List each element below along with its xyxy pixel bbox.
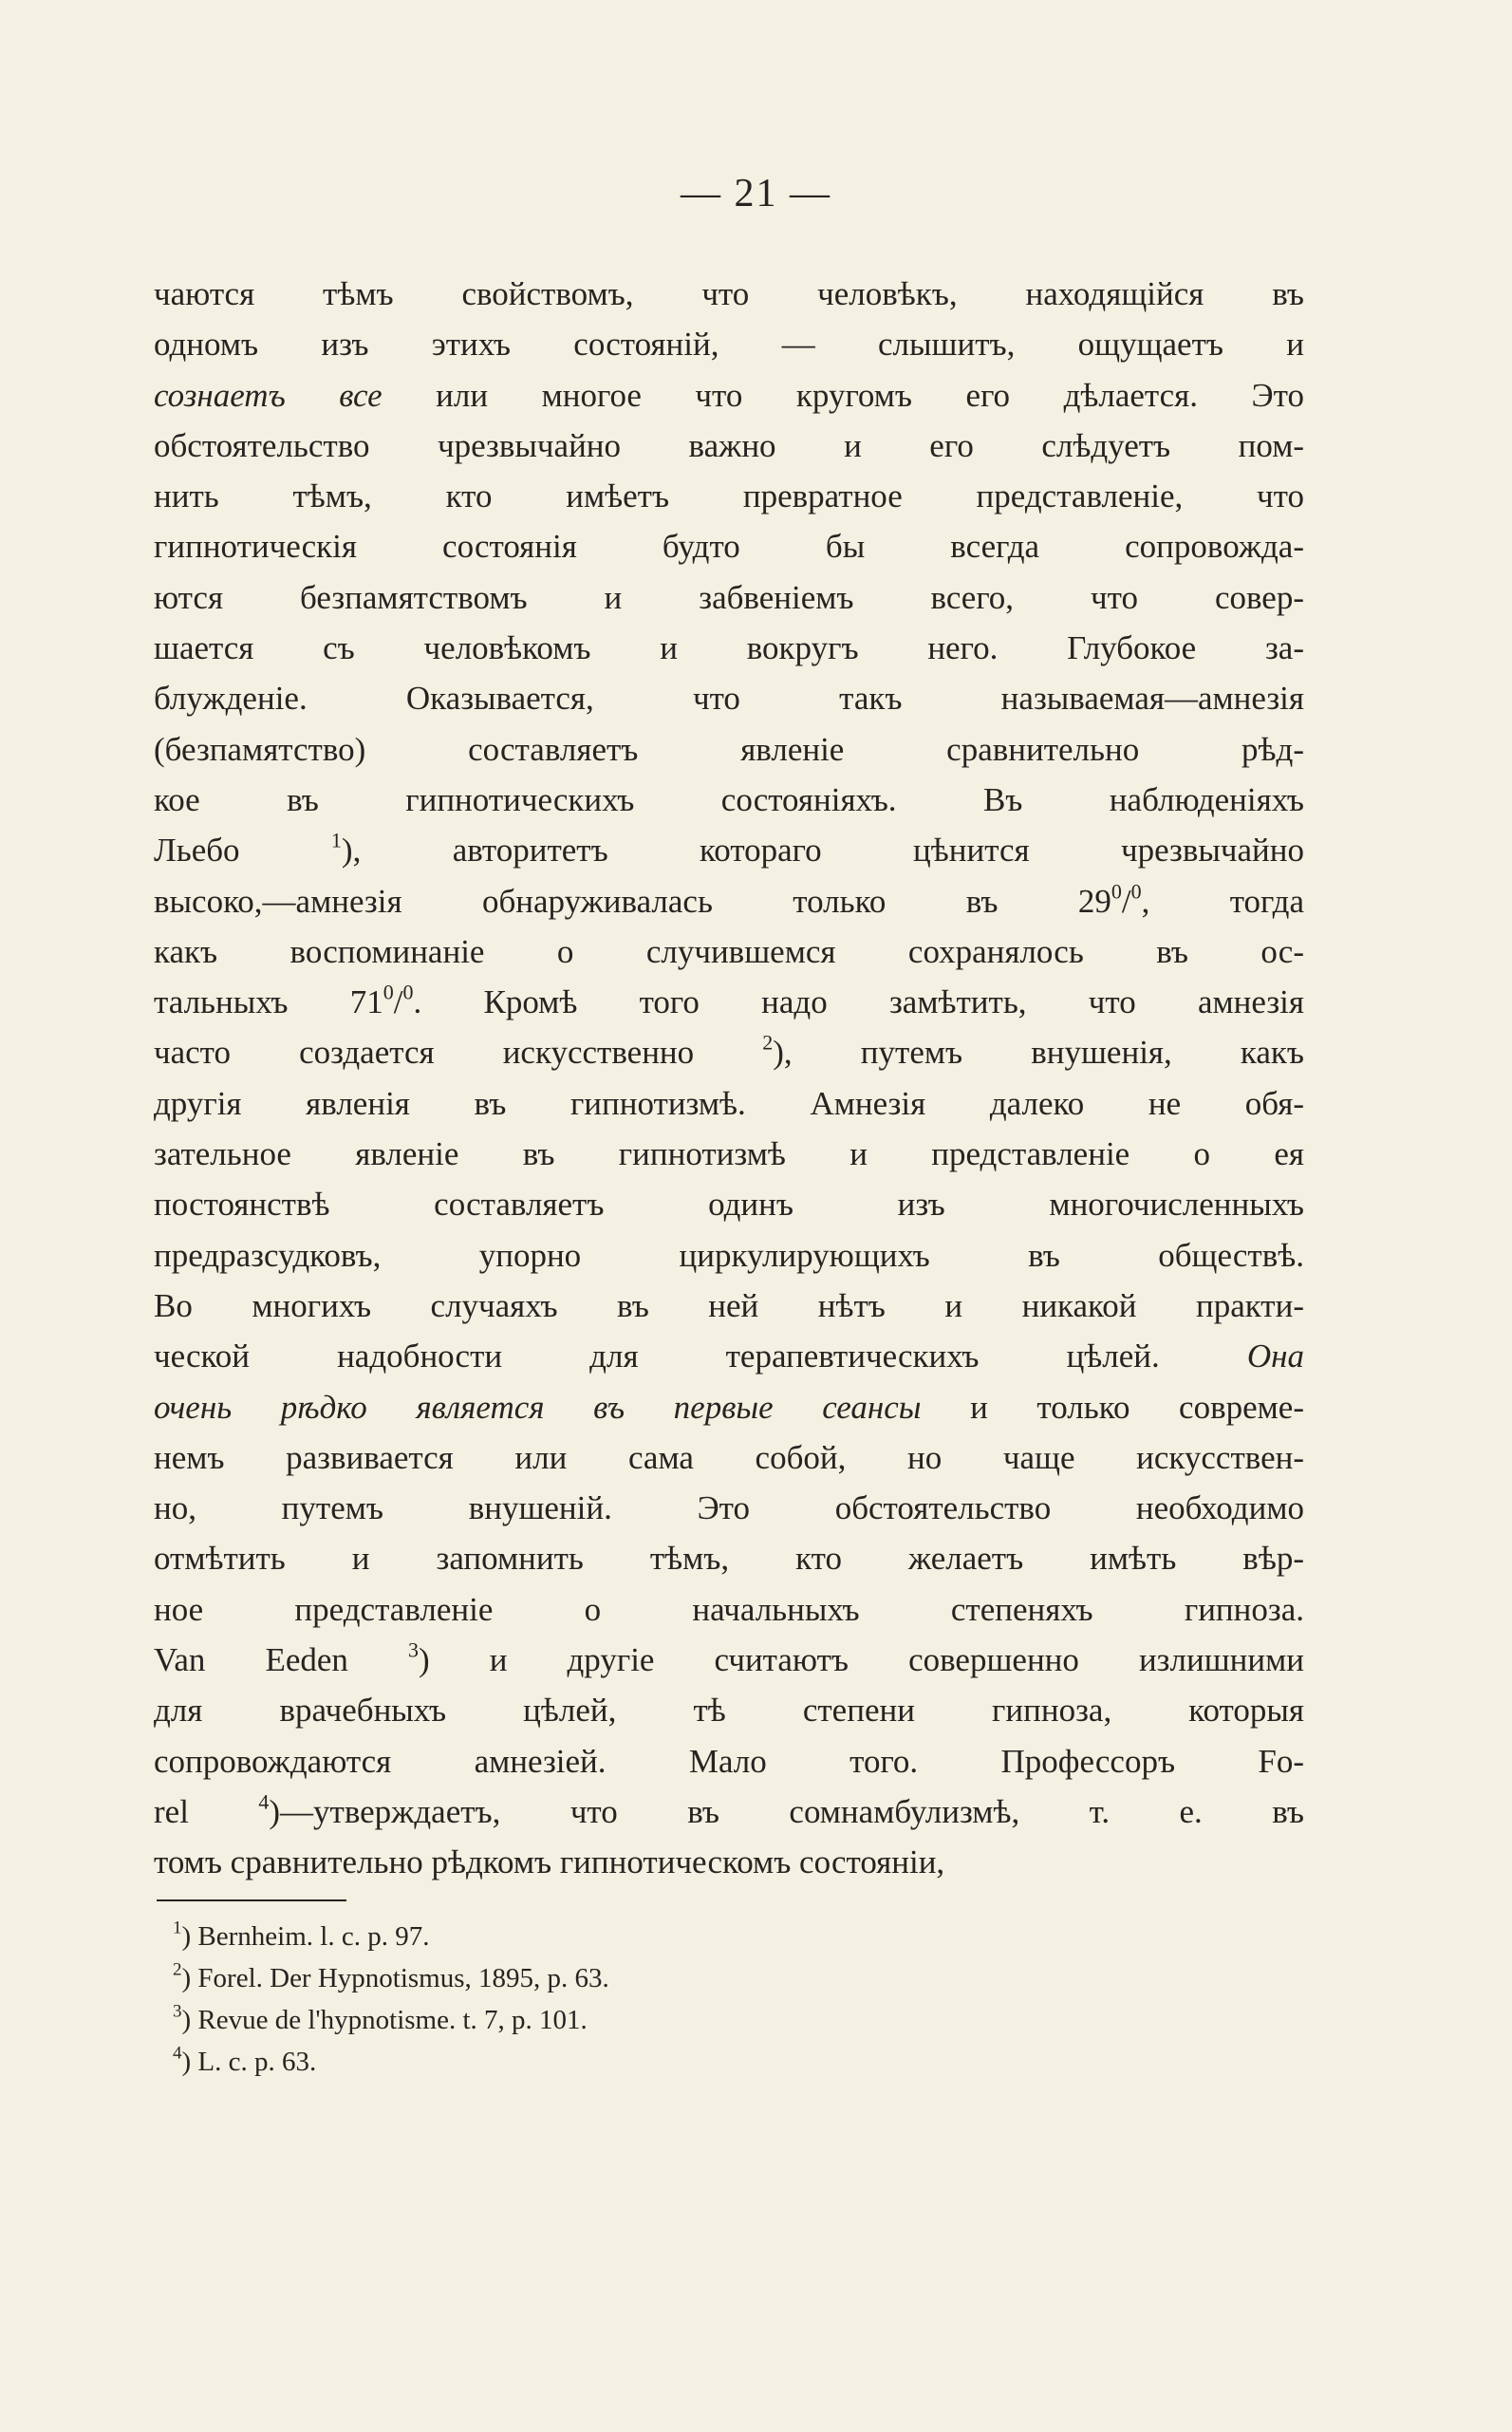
superscript: 4	[258, 1789, 270, 1814]
text-run: томъ сравнительно рѣдкомъ гипнотическомъ состояніи,	[154, 1843, 945, 1881]
text-line	[154, 1787, 1304, 1837]
text-run: постоянствѣ составляетъ одинъ изъ многочисленныхъ	[154, 1186, 1304, 1224]
text-line	[154, 421, 1304, 471]
text-line	[154, 926, 1304, 977]
footnote	[173, 2041, 609, 2083]
text-line	[154, 673, 1304, 723]
text-line	[154, 319, 1304, 369]
text-run: нить тѣмъ, кто имѣетъ превратное представленіе, что	[154, 477, 1304, 515]
text-run: но, путемъ внушеній. Это обстоятельство необходимо	[154, 1489, 1304, 1527]
text-line	[154, 471, 1304, 521]
text-line	[154, 1584, 1304, 1635]
footnote-text: ) Bernheim. l. c. p. 97.	[181, 1921, 430, 1952]
text-run: сопровождаются амнезіей. Мало того. Профессоръ Fo-	[154, 1742, 1304, 1780]
text-run: гипнотическія состоянія будто бы всегда сопровожда-	[154, 528, 1304, 566]
footnote	[173, 1916, 609, 1957]
text-run: часто создается искусственно	[154, 1034, 763, 1072]
footnote-mark: 4	[173, 2043, 182, 2064]
superscript: 3	[408, 1637, 419, 1662]
text-run: и только совреме-	[921, 1388, 1304, 1426]
superscript: 1	[330, 828, 342, 852]
text-run: . Кромѣ того надо замѣтить, что амнезія	[413, 983, 1304, 1021]
footnote-text: ) L. c. p. 63.	[181, 2047, 317, 2077]
text-run: высоко,—амнезія обнаруживалась только въ 29	[154, 882, 1111, 920]
text-line	[154, 977, 1304, 1027]
text-line	[154, 724, 1304, 775]
footnotes	[173, 1916, 609, 2083]
text-line	[154, 1230, 1304, 1281]
text-line	[154, 623, 1304, 673]
text-run: или многое что кругомъ его дѣлается. Это	[382, 376, 1304, 414]
text-run: другія явленія въ гипнотизмѣ. Амнезія далеко не обя-	[154, 1084, 1304, 1122]
text-line	[154, 1685, 1304, 1735]
italic-text: сознаетъ все	[154, 376, 383, 414]
text-run: Van Eeden	[154, 1641, 408, 1679]
text-run: тальныхъ 71	[154, 983, 383, 1021]
text-line	[154, 1483, 1304, 1533]
page-number: — 21 —	[681, 172, 831, 215]
footnote-rule	[157, 1899, 346, 1901]
footnote-text: ) Forel. Der Hypnotismus, 1895, p. 63.	[181, 1963, 609, 1993]
text-line	[154, 825, 1304, 875]
text-run: одномъ изъ этихъ состояній, — слышитъ, ощущаетъ и	[154, 326, 1304, 364]
text-run: Во многихъ случаяхъ въ ней нѣтъ и никакой практи-	[154, 1286, 1304, 1324]
text-run: обстоятельство чрезвычайно важно и его слѣдуетъ пом-	[154, 426, 1304, 464]
text-line	[154, 1382, 1304, 1432]
footnote-mark: 2	[173, 1959, 182, 1980]
superscript: 0	[402, 980, 414, 1004]
text-run: , тогда	[1141, 882, 1304, 920]
footnote-mark: 1	[173, 1918, 182, 1938]
text-run: ческой надобности для терапевтическихъ цѣлей.	[154, 1338, 1247, 1375]
text-line	[154, 1837, 1304, 1887]
text-run: предразсудковъ, упорно циркулирующихъ въ обществѣ.	[154, 1236, 1304, 1274]
text-run: блужденіе. Оказывается, что такъ называемая—амнезія	[154, 680, 1304, 718]
superscript: 0	[383, 980, 394, 1004]
text-run: )—утверждаетъ, что въ сомнамбулизмѣ, т. е. въ	[269, 1792, 1304, 1830]
footnote	[173, 1999, 609, 2041]
text-run: какъ воспоминаніе о случившемся сохранялось въ ос-	[154, 932, 1304, 970]
text-line	[154, 1027, 1304, 1077]
text-run: rel	[154, 1792, 259, 1830]
italic-text: Она	[1246, 1338, 1304, 1375]
text-line	[154, 1331, 1304, 1381]
text-run: для врачебныхъ цѣлей, тѣ степени гипноза, которыя	[154, 1692, 1304, 1730]
text-line	[154, 370, 1304, 421]
text-line	[154, 1432, 1304, 1483]
text-line	[154, 1635, 1304, 1685]
footnote-text: ) Revue de l'hypnotisme. t. 7, p. 101.	[181, 2005, 588, 2035]
text-run: чаются тѣмъ свойствомъ, что человѣкъ, находящійся въ	[154, 275, 1304, 312]
text-run: ), авторитетъ котораго цѣнится чрезвычайно	[341, 832, 1304, 870]
text-line	[154, 1736, 1304, 1787]
body-text	[154, 269, 1304, 1888]
text-line	[154, 521, 1304, 571]
text-run: зательное явленіе въ гипнотизмѣ и представленіе о ея	[154, 1135, 1304, 1173]
text-run: ) и другіе считаютъ совершенно излишними	[419, 1641, 1304, 1679]
text-run: шается съ человѣкомъ и вокругъ него. Глубокое за-	[154, 629, 1304, 667]
superscript: 2	[762, 1031, 774, 1056]
superscript: 0	[1111, 879, 1122, 904]
text-run: кое въ гипнотическихъ состояніяхъ. Въ наблюденіяхъ	[154, 780, 1304, 818]
text-line	[154, 1281, 1304, 1331]
text-run: (безпамятство) составляетъ явленіе сравнительно рѣд-	[154, 730, 1304, 768]
text-run: немъ развивается или сама собой, но чаще искусствен-	[154, 1438, 1304, 1476]
text-line	[154, 1179, 1304, 1229]
text-run: ное представленіе о начальныхъ степеняхъ гипноза.	[154, 1590, 1304, 1628]
text-line	[154, 269, 1304, 319]
text-line	[154, 1129, 1304, 1179]
text-line	[154, 1533, 1304, 1583]
superscript: 0	[1130, 879, 1142, 904]
text-line	[154, 876, 1304, 926]
text-run: отмѣтить и запомнить тѣмъ, кто желаетъ имѣть вѣр-	[154, 1540, 1304, 1578]
text-line	[154, 775, 1304, 825]
footnote-mark: 3	[173, 2001, 182, 2022]
text-run: /	[393, 983, 403, 1021]
text-run: /	[1121, 882, 1131, 920]
text-run: ), путемъ внушенія, какъ	[773, 1034, 1305, 1072]
text-line	[154, 572, 1304, 623]
text-line	[154, 1078, 1304, 1129]
footnote	[173, 1957, 609, 1999]
text-run: Льебо	[154, 832, 331, 870]
text-run: ются безпамятствомъ и забвеніемъ всего, что совер-	[154, 578, 1304, 616]
italic-text: очень рѣдко является въ первые сеансы	[154, 1388, 922, 1426]
